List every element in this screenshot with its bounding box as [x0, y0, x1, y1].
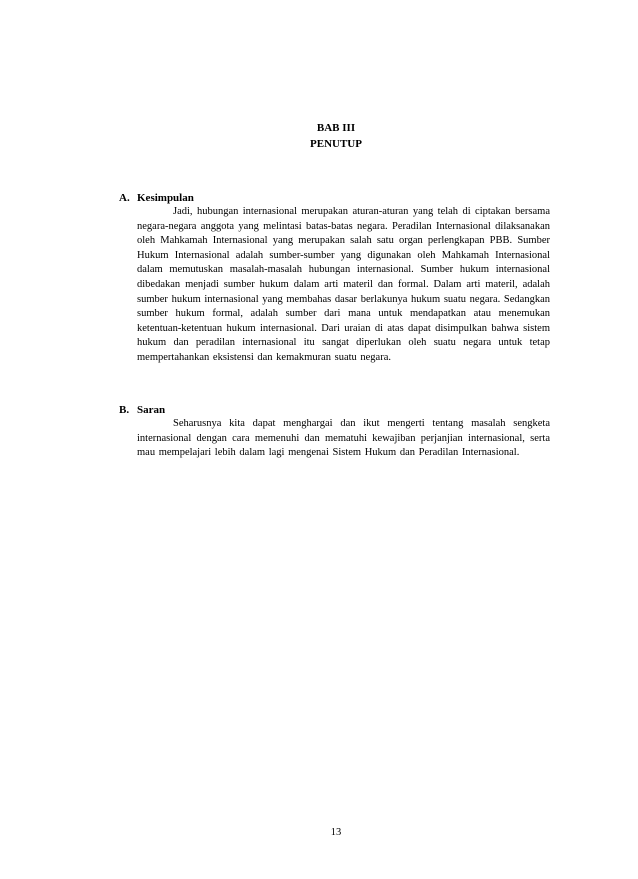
section-saran — [119, 403, 550, 461]
section-heading-text: Saran — [137, 404, 166, 416]
section-heading — [119, 191, 550, 205]
section-paragraph: Jadi, hubungan internasional merupakan aturan-aturan yang telah di ciptakan bersama negara-negara anggota yang melintasi batas-batas negara. Peradilan Internasional dilaksanakan oleh Mahkamah Internasional yang merupakan salah satu organ perlengkapan PBB. Sumber Hukum Internasional adalah sumber-sumber yang digunakan oleh Mahkamah Internasional dalam memutuskan masalah-masalah hubungan internasional. Sumber hukum internasional dibedakan menjadi sumber hukum dalam arti materil dan formal. Dalam arti materil, adalah sumber hukum internasional yang membahas dasar berlakunya hukum suatu negara. Sedangkan sumber hukum formal, adalah sumber dari mana untuk mendapatkan atau menemukan ketentuan-ketentuan hukum internasional. Dari uraian di atas dapat disimpulkan bahwa sistem hukum dan peradilan internasional itu sangat diperlukan oleh suatu negara untuk tetap mempertahankan eksistensi dan kemakmuran suatu negara. — [137, 206, 550, 363]
section-heading — [119, 403, 550, 417]
chapter-heading — [0, 120, 638, 152]
section-paragraph: Seharusnya kita dapat menghargai dan ikut mengerti tentang masalah sengketa internasional dengan cara memenuhi dan mematuhi kewajiban perjanjian internasional, serta mau mempelajari lebih dalam lagi mengenai Sistem Hukum dan Peradilan Internasional. — [137, 418, 550, 459]
section-kesimpulan — [119, 191, 550, 366]
section-letter: B. — [119, 404, 130, 416]
section-heading-text: Kesimpulan — [137, 192, 194, 204]
section-letter: A. — [119, 192, 130, 204]
chapter-title: PENUTUP — [310, 138, 362, 150]
page-number: 13 — [330, 827, 342, 838]
chapter-number: BAB III — [316, 122, 356, 134]
